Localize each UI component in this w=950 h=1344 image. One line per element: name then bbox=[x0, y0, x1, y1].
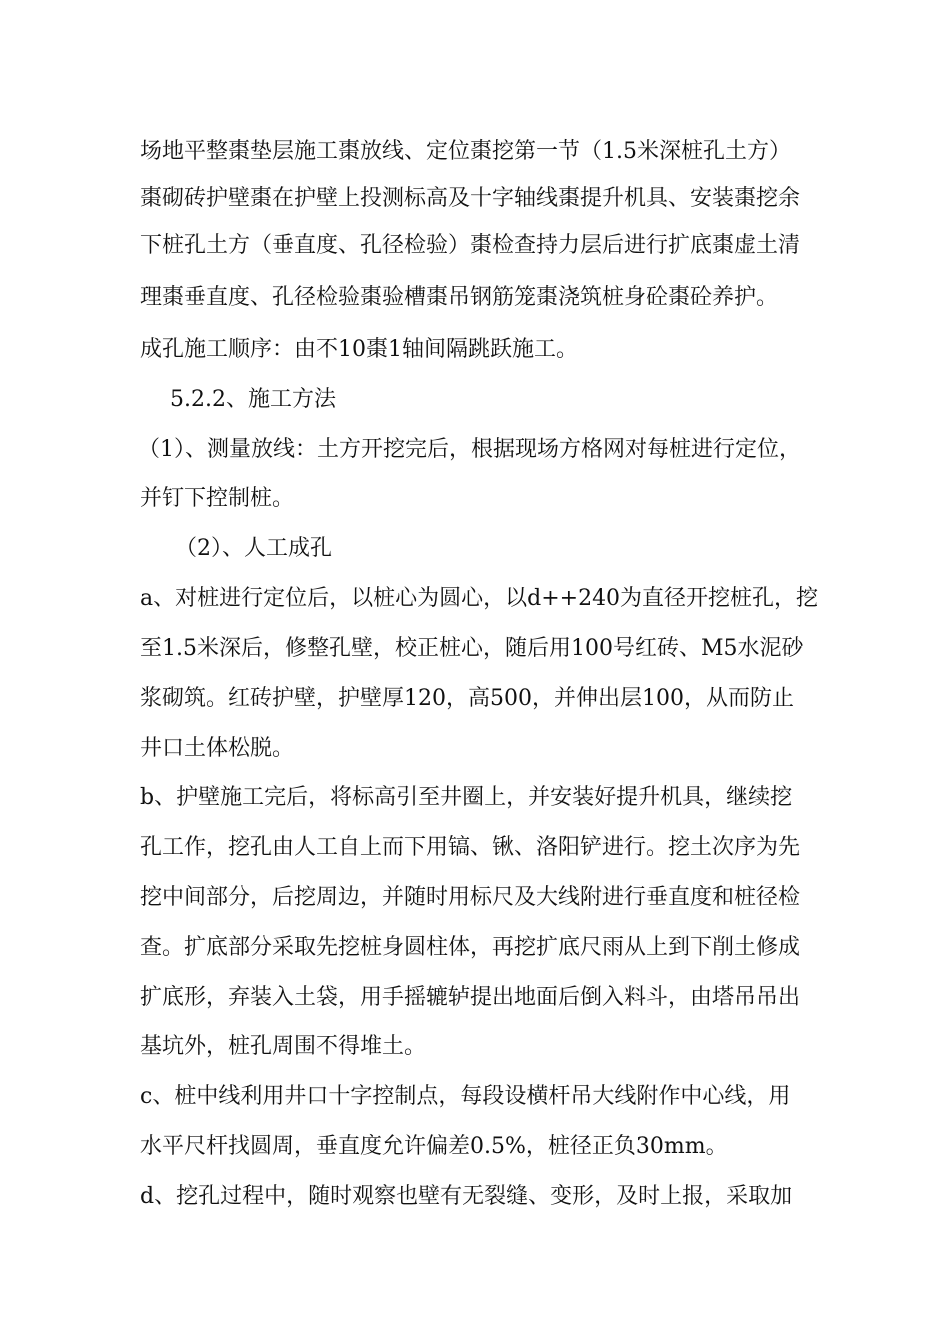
text-line: 并钉下控制桩。 bbox=[140, 486, 295, 511]
text-line: 水平尺杆找圆周，垂直度允许偏差0.5%，桩径正负30mm。 bbox=[140, 1134, 728, 1159]
text-line: 查。扩底部分采取先挖桩身圆柱体，再挖扩底尺雨从上到下削土修成 bbox=[140, 935, 801, 960]
text-line: 浆砌筑。红砖护壁，护壁厚120，高500，并伸出层100，从而防止 bbox=[140, 686, 794, 711]
text-line: 孔工作，挖孔由人工自上而下用镐、锹、洛阳铲进行。挖土次序为先 bbox=[140, 835, 801, 860]
text-line: 成孔施工顺序：由不10棗1轴间隔跳跃施工。 bbox=[140, 337, 578, 362]
section-heading: 5.2.2、施工方法 bbox=[170, 387, 336, 412]
text-line: c、桩中线利用井口十字控制点，每段设横杆吊大线附作中心线，用 bbox=[140, 1084, 791, 1109]
text-line: 场地平整棗垫层施工棗放线、定位棗挖第一节（1.5米深桩孔土方） bbox=[140, 139, 791, 164]
text-line: 至1.5米深后，修整孔壁，校正桩心，随后用100号红砖、M5水泥砂 bbox=[140, 636, 804, 661]
text-line: 下桩孔土方（垂直度、孔径检验）棗检查持力层后进行扩底棗虚土清 bbox=[140, 233, 801, 258]
text-line: a、对桩进行定位后，以桩心为圆心，以d++240为直径开挖桩孔，挖 bbox=[140, 586, 819, 611]
text-line: 挖中间部分，后挖周边，并随时用标尺及大线附进行垂直度和桩径检 bbox=[140, 885, 801, 910]
text-line: 基坑外，桩孔周围不得堆土。 bbox=[140, 1034, 427, 1059]
text-line: （1）、测量放线：土方开挖完后，根据现场方格网对每桩进行定位， bbox=[138, 437, 801, 462]
text-line: 扩底形，弃装入土袋，用手摇辘轳提出地面后倒入料斗，由塔吊吊出 bbox=[140, 985, 801, 1010]
text-line: 棗砌砖护壁棗在护壁上投测标高及十字轴线棗提升机具、安装棗挖余 bbox=[140, 186, 801, 211]
subsection-heading: （2）、人工成孔 bbox=[175, 536, 332, 561]
text-line: b、护壁施工完后，将标高引至井圈上，并安装好提升机具，继续挖 bbox=[140, 785, 793, 810]
text-line: 井口土体松脱。 bbox=[140, 736, 295, 761]
text-line: d、挖孔过程中，随时观察也壁有无裂缝、变形，及时上报，采取加 bbox=[140, 1184, 793, 1209]
text-line: 理棗垂直度、孔径检验棗验槽棗吊钢筋笼棗浇筑桩身砼棗砼养护。 bbox=[140, 285, 779, 310]
